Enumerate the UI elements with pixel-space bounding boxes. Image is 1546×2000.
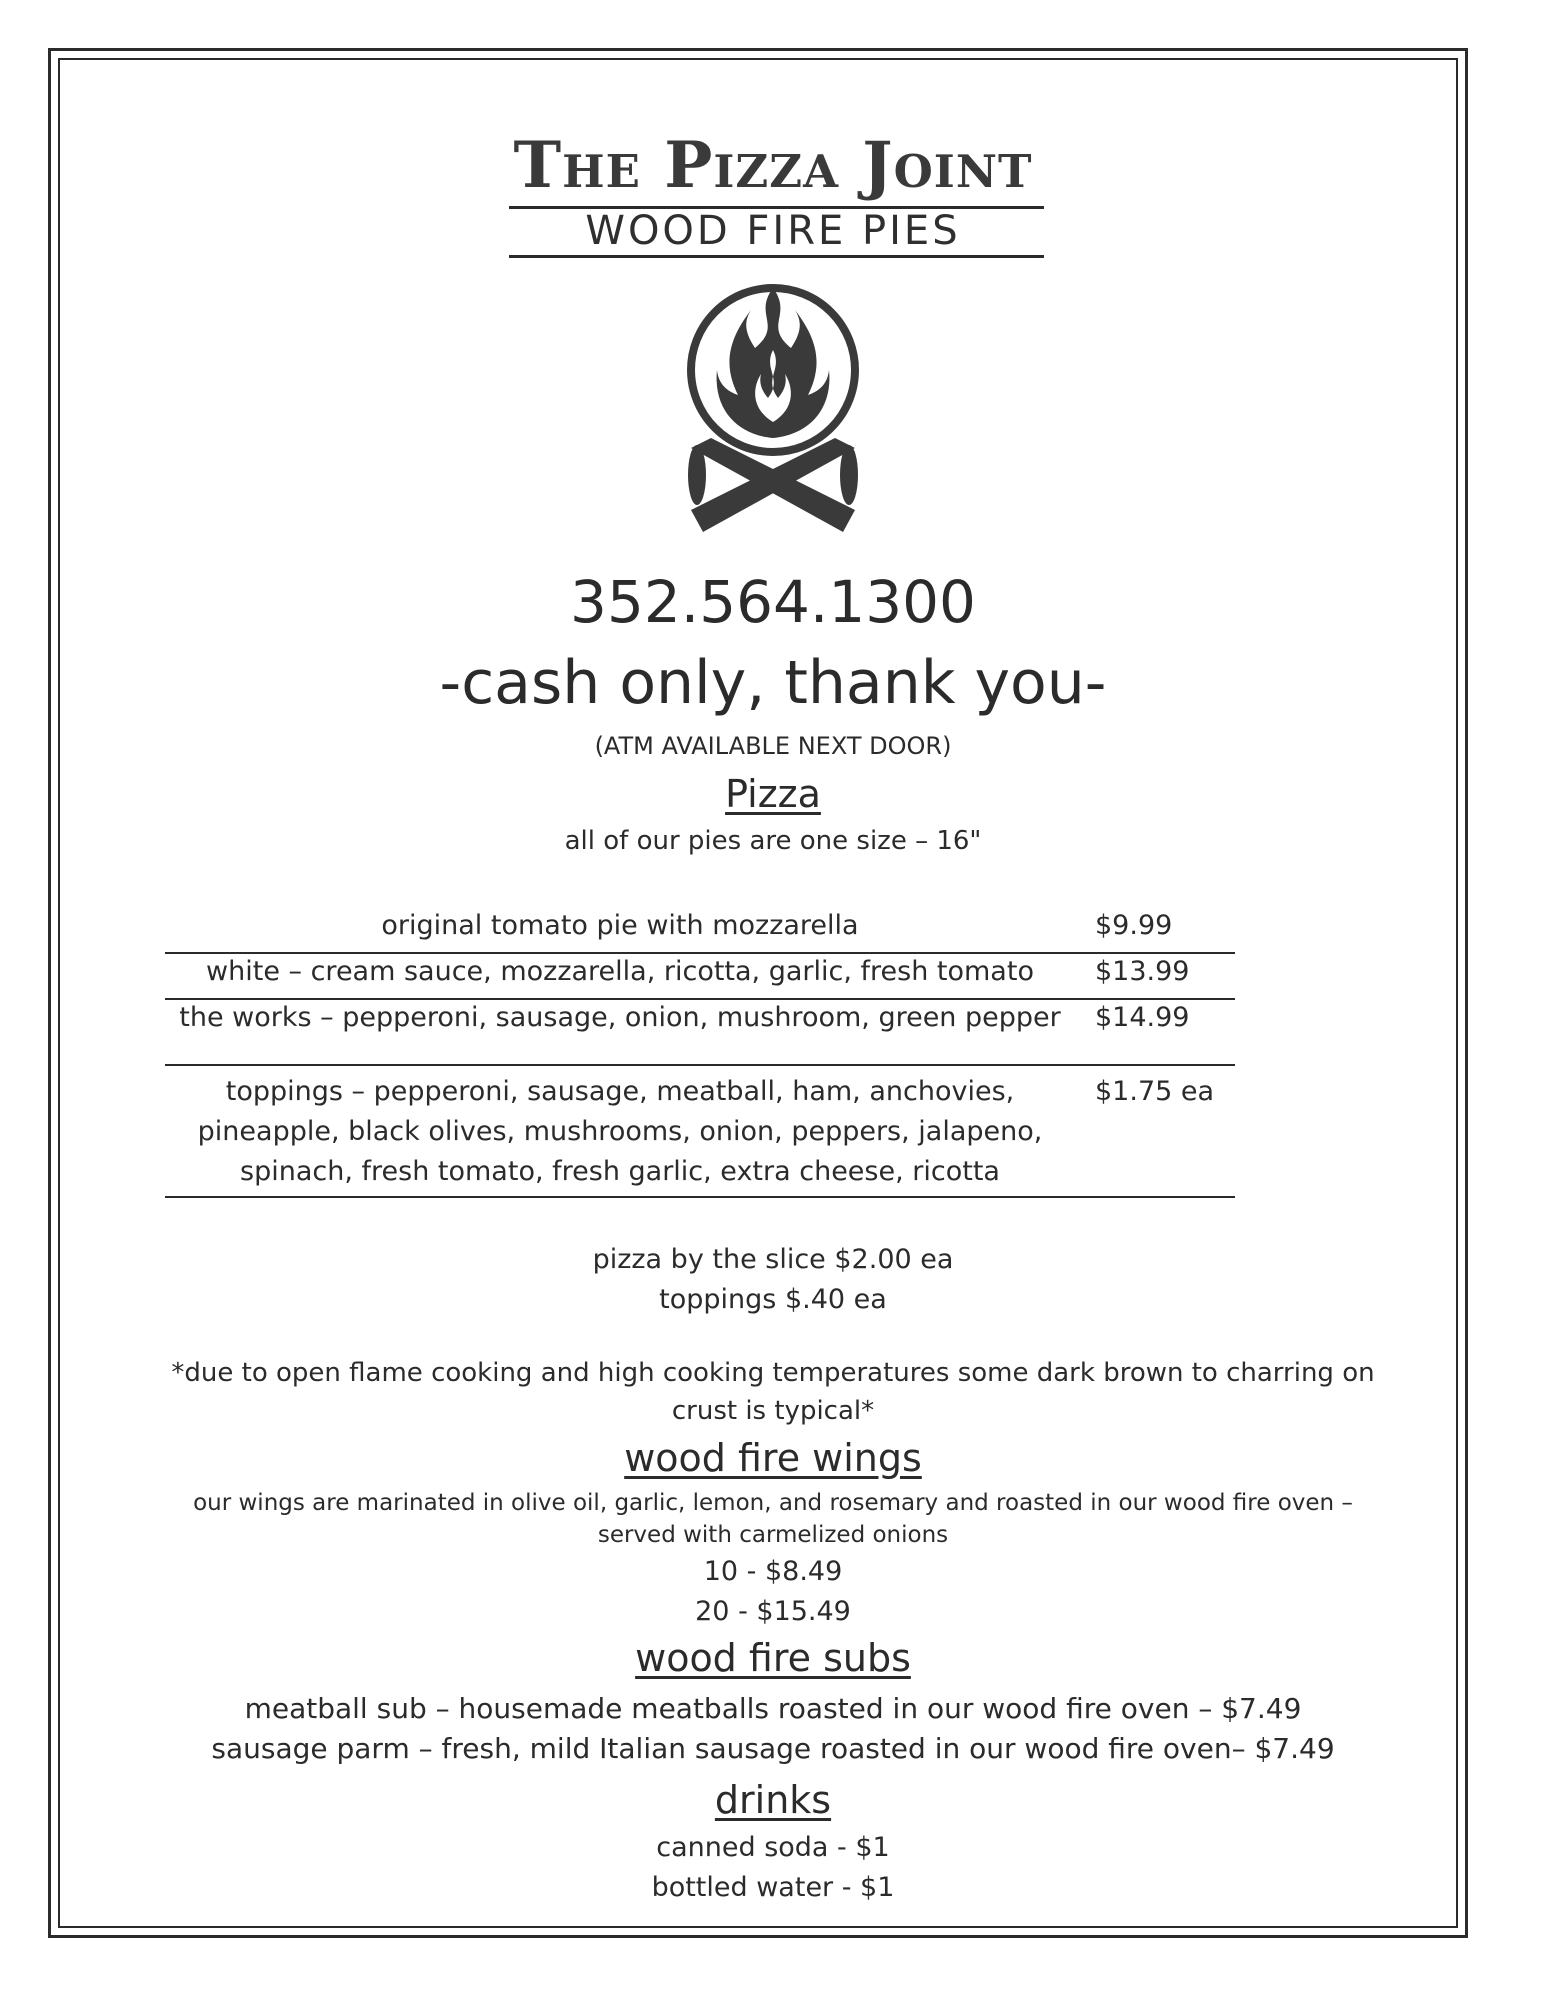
row-divider — [165, 1064, 1235, 1066]
slice-toppings-price: toppings $.40 ea — [659, 1284, 887, 1315]
menu-item-price: $9.99 — [1095, 910, 1173, 941]
title-rule-bottom — [509, 255, 1044, 258]
atm-note: (ATM AVAILABLE NEXT DOOR) — [594, 732, 952, 760]
drinks-heading: drinks — [714, 1778, 832, 1822]
wings-price-20: 20 - $15.49 — [695, 1596, 851, 1627]
wings-description-line-1: our wings are marinated in olive oil, garlic, lemon, and rosemary and roasted in our wood fire oven – — [193, 1490, 1353, 1516]
drink-canned-soda: canned soda - $1 — [656, 1832, 890, 1863]
menu-item-description: original tomato pie with mozzarella — [381, 910, 859, 941]
row-divider — [165, 1196, 1235, 1198]
menu-item-description: the works – pepperoni, sausage, onion, mushroom, green pepper — [179, 1002, 1061, 1033]
menu-item-price: $1.75 ea — [1095, 1076, 1215, 1107]
subs-heading: wood fire subs — [635, 1636, 911, 1680]
pizza-size-note: all of our pies are one size – 16" — [564, 826, 982, 856]
wings-heading: wood fire wings — [624, 1436, 922, 1480]
slice-price: pizza by the slice $2.00 ea — [592, 1244, 954, 1275]
payment-note: -cash only, thank you- — [439, 648, 1107, 718]
sub-meatball: meatball sub – housemade meatballs roasted in our wood fire oven – $7.49 — [244, 1692, 1302, 1725]
sub-sausage-parm: sausage parm – fresh, mild Italian sausage roasted in our wood fire oven– $7.49 — [211, 1732, 1335, 1765]
menu-item-price: $14.99 — [1095, 1002, 1190, 1033]
wings-price-10: 10 - $8.49 — [703, 1556, 843, 1587]
wings-description-line-2: served with carmelized onions — [597, 1522, 949, 1548]
drink-bottled-water: bottled water - $1 — [651, 1872, 895, 1903]
campfire-flame-icon — [683, 270, 863, 550]
pizza-heading: Pizza — [725, 772, 821, 816]
phone-number: 352.564.1300 — [570, 568, 976, 636]
menu-item-price: $13.99 — [1095, 956, 1190, 987]
menu-item-description: toppings – pepperoni, sausage, meatball, ham, anchovies, pineapple, black olives, mushrooms, onion, peppers, jalapeno, spinach, fresh tomato, fresh garlic, extra cheese, ricotta — [197, 1076, 1043, 1187]
restaurant-tagline: WOOD FIRE PIES — [585, 208, 961, 254]
charring-note-line-1: *due to open flame cooking and high cooking temperatures some dark brown to charring on — [171, 1358, 1375, 1388]
menu-item-description: white – cream sauce, mozzarella, ricotta, garlic, fresh tomato — [206, 956, 1034, 987]
charring-note-line-2: crust is typical* — [671, 1396, 875, 1426]
restaurant-name: The Pizza Joint — [513, 128, 1033, 203]
